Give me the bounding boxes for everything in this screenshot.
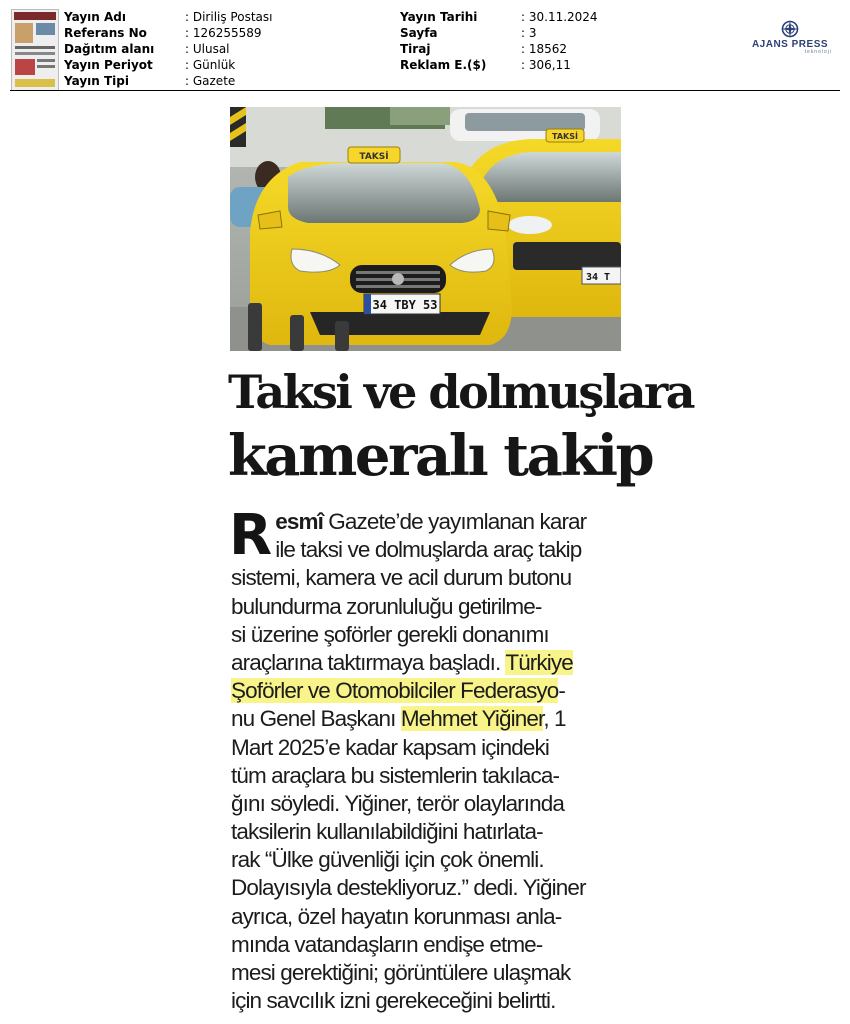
drop-cap: R bbox=[229, 503, 272, 568]
article-line bbox=[231, 790, 623, 818]
body-text: Gazete’de yayımlanan karar bbox=[322, 509, 587, 534]
body-text: si üzerine şoförler gerekli donanımı bbox=[231, 621, 549, 647]
article-headline bbox=[228, 362, 694, 490]
body-text: mesi gerektiğini; görüntülere ulaşmak bbox=[231, 960, 571, 985]
body-text: - bbox=[558, 678, 565, 704]
field-label: Sayfa bbox=[400, 26, 438, 40]
article-line bbox=[231, 536, 623, 564]
article-lines bbox=[229, 503, 623, 1015]
article-line bbox=[231, 649, 623, 677]
field-label: Tiraj bbox=[400, 42, 431, 56]
body-text: için savcılık izni gerekeceğini belirtti. bbox=[231, 988, 556, 1014]
ajans-press-logo bbox=[742, 20, 838, 60]
body-text: ğını söyledi. Yiğiner, terör olaylarında bbox=[231, 790, 564, 816]
body-text: sistemi, kamera ve acil durum butonu bbox=[231, 565, 572, 591]
taxi-photo bbox=[230, 107, 621, 351]
lead-text: esmî bbox=[275, 509, 323, 534]
field-value: : Günlük bbox=[185, 58, 236, 72]
field-label: Reklam E.($) bbox=[400, 58, 487, 72]
article-line bbox=[231, 987, 623, 1015]
body-text: araçlarına taktırmaya başladı. bbox=[231, 649, 506, 675]
field-label: Yayın Tipi bbox=[64, 74, 129, 88]
article-line bbox=[231, 564, 623, 592]
headline-line-2: kameralı takip bbox=[228, 423, 653, 489]
body-text: mında vatandaşların endişe etme- bbox=[231, 931, 543, 957]
field-label: Yayın Tarihi bbox=[400, 10, 478, 24]
article-line bbox=[231, 762, 623, 790]
article-line bbox=[231, 705, 623, 733]
body-text: ayrıca, özel hayatın korunması anla- bbox=[231, 903, 562, 929]
highlighted-text: Mehmet Yiğiner bbox=[400, 706, 544, 732]
article-line bbox=[231, 846, 623, 874]
front-plate-text: 34 TBY 53 bbox=[372, 298, 438, 312]
highlighted-text: Şoförler ve Otomobilciler Federasyo bbox=[231, 678, 559, 704]
article-line bbox=[231, 593, 623, 621]
field-value: : 126255589 bbox=[185, 26, 262, 40]
newspaper-page-thumbnail bbox=[11, 9, 59, 91]
field-label: Referans No bbox=[64, 26, 147, 40]
headline-line-1: Taksi ve dolmuşlara bbox=[228, 365, 694, 419]
body-text: Dolayısıyla destekliyoruz.” dedi. Yiğiner bbox=[231, 875, 586, 901]
roof-sign-text: TAKSİ bbox=[552, 132, 578, 141]
body-text: , 1 bbox=[543, 706, 566, 732]
field-value: : 18562 bbox=[521, 42, 568, 56]
body-text: tüm araçlara bu sistemlerin takılaca- bbox=[231, 762, 560, 788]
body-text: taksilerin kullanılabildiğini hatırlata- bbox=[231, 819, 543, 845]
right-plate-text: 34 T bbox=[586, 272, 611, 283]
field-value: : Gazete bbox=[185, 74, 236, 88]
article-line bbox=[231, 931, 623, 959]
field-value: : Ulusal bbox=[185, 42, 230, 56]
compass-rose-icon bbox=[781, 20, 799, 38]
body-text: Mart 2025’e kadar kapsam içindeki bbox=[231, 734, 549, 760]
field-label: Dağıtım alanı bbox=[64, 42, 155, 56]
article-line bbox=[231, 874, 623, 902]
article-line bbox=[231, 959, 623, 987]
article-line bbox=[231, 508, 623, 536]
field-label: Yayın Periyot bbox=[64, 58, 153, 72]
article-line bbox=[231, 734, 623, 762]
field-label: Yayın Adı bbox=[64, 10, 126, 24]
roof-sign-text: TAKSİ bbox=[359, 152, 389, 162]
body-text: rak “Ülke güvenliği için çok önemli. bbox=[231, 847, 544, 873]
article-body bbox=[229, 503, 623, 1015]
logo-brand-text: AJANS PRESS bbox=[751, 39, 829, 50]
logo-sub-text: teknoloji bbox=[804, 49, 832, 55]
field-value: : Diriliş Postası bbox=[185, 10, 273, 24]
article-line bbox=[231, 818, 623, 846]
article-line bbox=[231, 677, 623, 705]
field-value: : 306,11 bbox=[521, 58, 571, 72]
article-line bbox=[231, 621, 623, 649]
article-line bbox=[231, 903, 623, 931]
body-text: bulundurma zorunluluğu getirilme- bbox=[231, 593, 542, 619]
field-value: : 3 bbox=[521, 26, 537, 40]
body-text: ile taksi ve dolmuşlarda araç takip bbox=[275, 537, 582, 563]
header-divider bbox=[10, 90, 840, 91]
field-value: : 30.11.2024 bbox=[521, 10, 598, 24]
highlighted-text: Türkiye bbox=[505, 649, 573, 675]
body-text: nu Genel Başkanı bbox=[231, 706, 401, 732]
